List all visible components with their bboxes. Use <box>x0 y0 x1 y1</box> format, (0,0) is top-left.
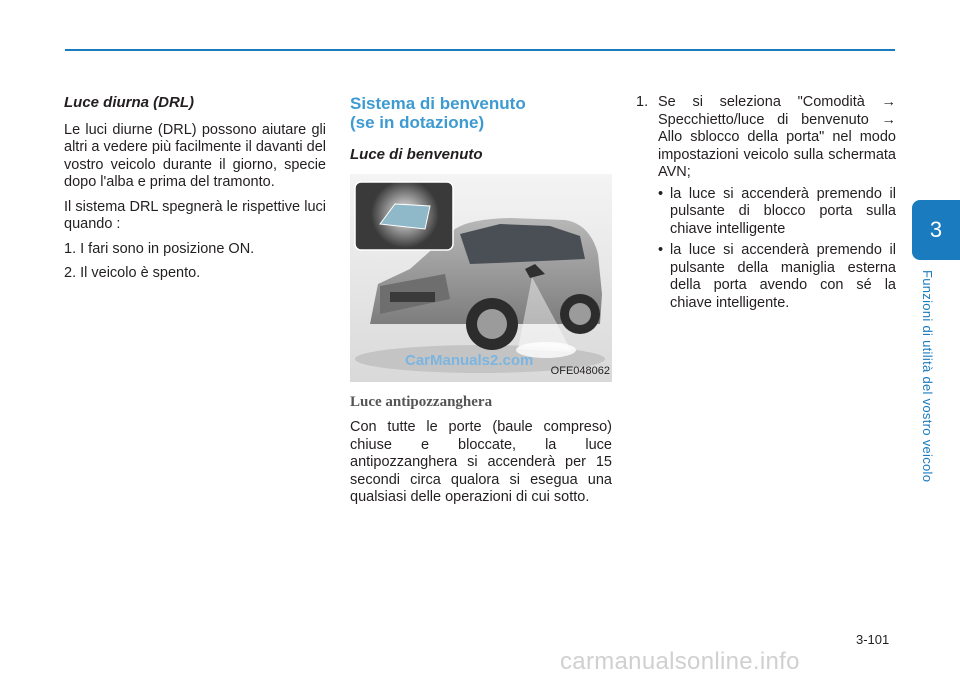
operation-bullet-1-text: la luce si accenderà premendo il pulsante di blocco porta sulla chiave intelligente <box>670 185 896 237</box>
welcome-heading-line1: Sistema di benvenuto <box>350 94 526 113</box>
drl-heading: Luce diurna (DRL) <box>64 94 194 111</box>
drl-condition-2: 2. Il veicolo è spento. <box>64 265 201 281</box>
operation-item-text: Se si seleziona "Comodità → Specchietto/luce di benvenuto → Allo sblocco della porta" nel modo impostazioni veicolo sulla schermata AVN; <box>658 94 896 180</box>
footer-watermark: carmanualsonline.info <box>560 648 800 675</box>
operation-item-number: 1. <box>636 94 649 110</box>
column-drl <box>64 94 326 290</box>
drl-paragraph-2: Il sistema DRL spegnerà le rispettive luci quando : <box>64 198 326 232</box>
drl-condition-1: 1. I fari sono in posizione ON. <box>64 240 255 257</box>
car-puddle-light-image <box>350 174 612 382</box>
welcome-heading <box>350 94 612 132</box>
chapter-title: Funzioni di utilità del vostro veicolo <box>920 270 935 483</box>
welcome-subheading: Luce di benvenuto <box>350 146 483 163</box>
operation-bullet-2-text: la luce si accenderà premendo il pulsante della maniglia esterna della porta avendo con sé la chiave intelligente. <box>670 242 896 311</box>
puddle-light-heading: Luce antipozzanghera <box>350 393 493 410</box>
bullet-dot: • <box>658 242 664 258</box>
image-code: OFE048062 <box>550 365 610 377</box>
chapter-tab: 3 <box>912 200 960 260</box>
welcome-heading-line2: (se in dotazione) <box>350 113 485 132</box>
page-number: 3-101 <box>856 632 890 647</box>
operation-item-1 <box>636 94 896 182</box>
drl-paragraph-1: Le luci diurne (DRL) possono aiutare gli altri a vedere più facilmente il davanti del vostro veicolo durante il giorno, specie dopo l'alba e prima del tramonto. <box>64 121 326 190</box>
column-operations <box>636 94 896 312</box>
header-rule <box>65 49 895 51</box>
operation-bullet-2 <box>658 242 896 312</box>
car-illustration <box>350 174 612 382</box>
image-watermark: CarManuals2.com <box>405 352 534 369</box>
chapter-side-title <box>920 270 950 500</box>
bullet-dot: • <box>658 185 664 202</box>
puddle-light-paragraph: Con tutte le porte (baule compreso) chiuse e bloccate, la luce antipozzanghera si accenderà per 15 secondi circa qualora si esegua una qualsiasi delle operazioni di cui sotto. <box>350 419 612 505</box>
operation-bullet-1 <box>658 186 896 239</box>
column-welcome <box>350 94 612 514</box>
